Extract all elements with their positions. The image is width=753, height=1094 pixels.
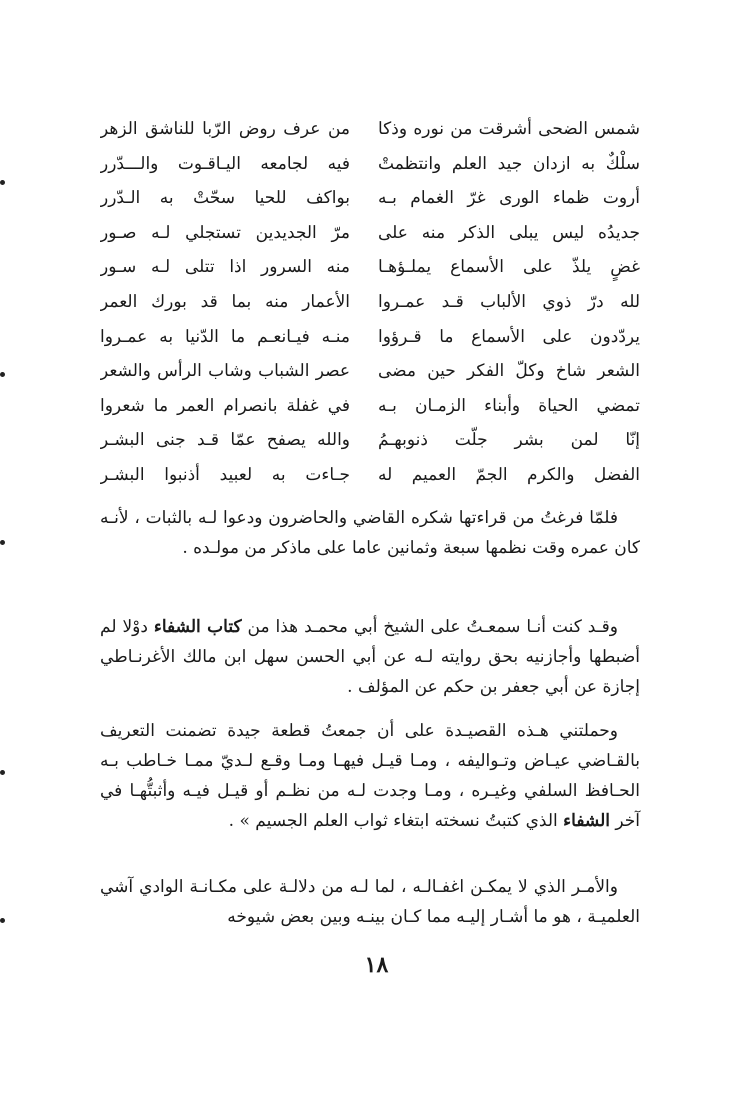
paragraph-text: والأمـر الذي لا يمكـن اغفـالـه ، لما لـه من دلالـة على مكـانـة الوادي آشي العلميـة ، هو ما أشـار إليـه مما كـان بينـه وبين بعض شيوخه — [100, 877, 640, 927]
verse-line: غضٍ يلذّ على الأسماع يملـؤهـا — [378, 257, 640, 278]
poem-block — [100, 112, 640, 502]
verse-line: يردّدون على الأسماع ما قـرؤوا — [378, 326, 640, 347]
verse-line: مرّ الجديدين تستجلي لـه صـور — [100, 222, 350, 243]
verse-line: والله يصفح عمّا قـد جنى البشـر — [100, 430, 350, 451]
verse-line: بواكف للحيا سحّتْ به الـدّرر — [100, 188, 350, 209]
verse-line: جديدُه ليس يبلى الذكر منه على — [378, 222, 640, 243]
verse-line: فيه لجامعه اليـاقـوت والـــدّرر — [100, 153, 350, 174]
paragraph-compilation — [100, 716, 640, 836]
poem-first-hemistichs — [378, 112, 640, 493]
verse-line: شمس الضحى أشرقت من نوره وذكا — [378, 119, 640, 139]
poem-second-hemistichs — [100, 112, 350, 493]
paragraph-after-poem — [100, 503, 640, 563]
page-number: ١٨ — [364, 952, 389, 978]
verse-line: الشعر شاخ وكلّ الفكر حين مضى — [378, 361, 640, 382]
scan-margin-mark — [0, 770, 5, 775]
verse-line: الأعمار منه بما قد بورك العمر — [100, 291, 350, 312]
verse-line: سلْكٌ به ازدان جيد العلم وانتظمتْ — [378, 153, 640, 174]
verse-line: عصر الشباب وشاب الرأس والشعر — [100, 361, 350, 382]
text-run: وحملتني هـذه القصيـدة على أن جمعتُ قطعة جيدة تضمنت التعريف بالقـاضي عيـاض وتـواليفه ، ومـا قيـل فيهـا ومـا وقـع لـديّ ممـا خـاطب بـه الحـافظ السلفي وغيـره ، ومـا وجدت لـه من نظـم أو قيـل فيـه وأثبتُّهـا في آخر — [100, 721, 640, 831]
paragraph-text — [100, 716, 640, 836]
verse-line: أروت ظماء الورى غرّ الغمام بـه — [378, 188, 640, 209]
verse-line: منـه فيـانعـم ما الدّنيا به عمـروا — [100, 326, 350, 347]
book-title-bold: كتاب الشفاء — [153, 617, 242, 637]
text-run: وقـد كنت أنـا سمعـتُ على الشيخ أبي محمـد هذا من — [241, 617, 619, 637]
verse-line: لله درّ ذوي الألباب قـد عمـروا — [378, 291, 640, 312]
paragraph-text — [100, 612, 640, 702]
verse-line: من عرف روض الرّبا للناشق الزهر — [100, 119, 350, 139]
paragraph-text: فلمّا فرغتُ من قراءتها شكره القاضي والحاضرون ودعوا لـه بالثبات ، لأنـه كان عمره وقت نظمها سبعة وثمانين عاما على ماذكر من مولـده . — [100, 508, 640, 558]
paragraph-significance — [100, 872, 640, 932]
verse-line: منه السرور اذا تتلى لـه سـور — [100, 257, 350, 278]
text-run: الذي كتبتُ نسخته ابتغاء ثواب العلم الجسيم » . — [228, 811, 564, 831]
scan-margin-mark — [0, 180, 5, 185]
verse-line: إنّا لمن بشر جلّت ذنوبهـمُ — [378, 430, 640, 451]
verse-line: الفضل والكرم الجمّ العميم له — [378, 464, 640, 485]
scan-margin-mark — [0, 918, 5, 923]
verse-line: جـاءت به لعبيد أذنبوا البشـر — [100, 464, 350, 485]
scan-margin-mark — [0, 372, 5, 377]
verse-line: في غفلة بانصرام العمر ما شعروا — [100, 395, 350, 416]
book-title-bold: الشفاء — [563, 811, 610, 831]
scan-margin-mark — [0, 540, 5, 545]
verse-line: تمضي الحياة وأبناء الزمـان بـه — [378, 395, 640, 416]
paragraph-shifa-transmission — [100, 612, 640, 702]
text-run: دوْلا لم أضبطها وأجازنيه بحق روايته لـه عن أبي الحسن سهل ابن مالك الأغرنـاطي إجازة عن أبي جعفر بن حكم عن المؤلف . — [100, 617, 640, 697]
